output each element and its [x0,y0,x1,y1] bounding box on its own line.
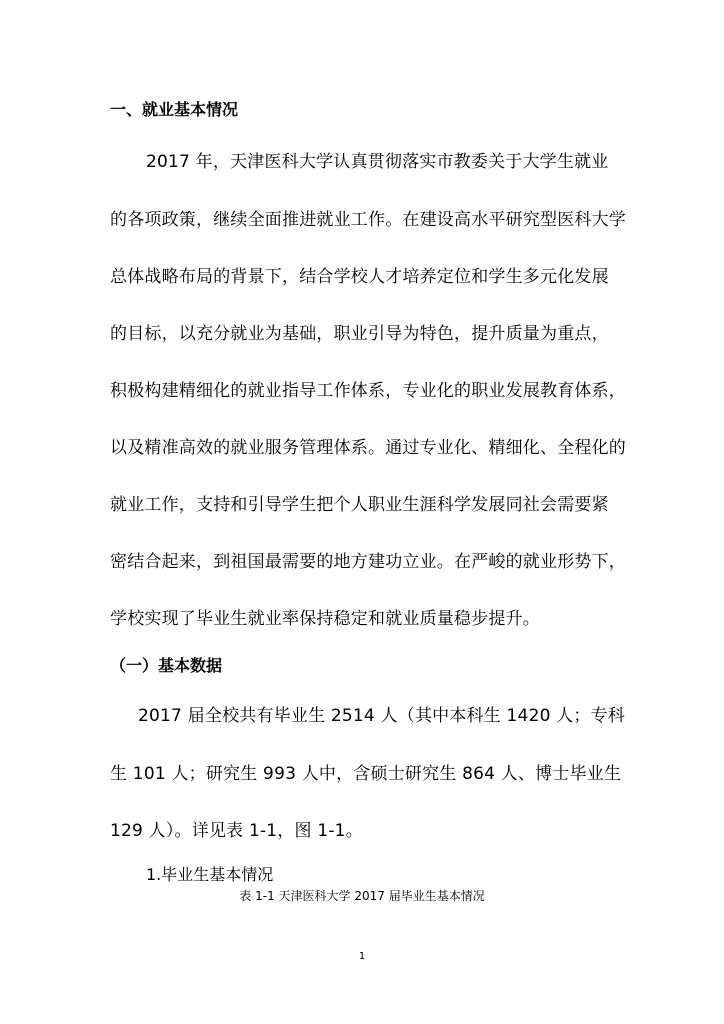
paragraph-line: 的各项政策，继续全面推进就业工作。在建设高水平研究型医科大学 [110,210,626,230]
page-number: 1 [358,951,366,962]
paragraph-line: 就业工作，支持和引导学生把个人职业生涯科学发展同社会需要紧 [110,495,609,515]
paragraph-line: 2017 年，天津医科大学认真贯彻落实市教委关于大学生就业 [146,152,609,172]
paragraph-line: 积极构建精细化的就业指导工作体系，专业化的职业发展教育体系， [110,381,626,401]
paragraph-line: 生 101 人；研究生 993 人中，含硕士研究生 864 人、博士毕业生 [110,764,622,784]
subsubsection-heading: 1.毕业生基本情况 [146,865,274,884]
section-heading: 一、就业基本情况 [110,100,239,119]
paragraph-line: 总体战略布局的背景下，结合学校人才培养定位和学生多元化发展 [110,267,609,287]
paragraph-line: 129 人）。详见表 1-1，图 1-1。 [110,821,363,841]
paragraph-line: 以及精准高效的就业服务管理体系。通过专业化、精细化、全程化的 [110,438,626,458]
paragraph-line: 的目标，以充分就业为基础，职业引导为特色，提升质量为重点， [110,324,609,344]
subsection-heading: （一）基本数据 [110,656,223,675]
table-caption: 表 1-1 天津医科大学 2017 届毕业生基本情况 [239,889,485,903]
paragraph-line: 学校实现了毕业生就业率保持稳定和就业质量稳步提升。 [110,609,540,629]
paragraph-line: 密结合起来，到祖国最需要的地方建功立业。在严峻的就业形势下， [110,552,626,572]
paragraph-line: 2017 届全校共有毕业生 2514 人（其中本科生 1420 人；专科 [138,706,626,726]
